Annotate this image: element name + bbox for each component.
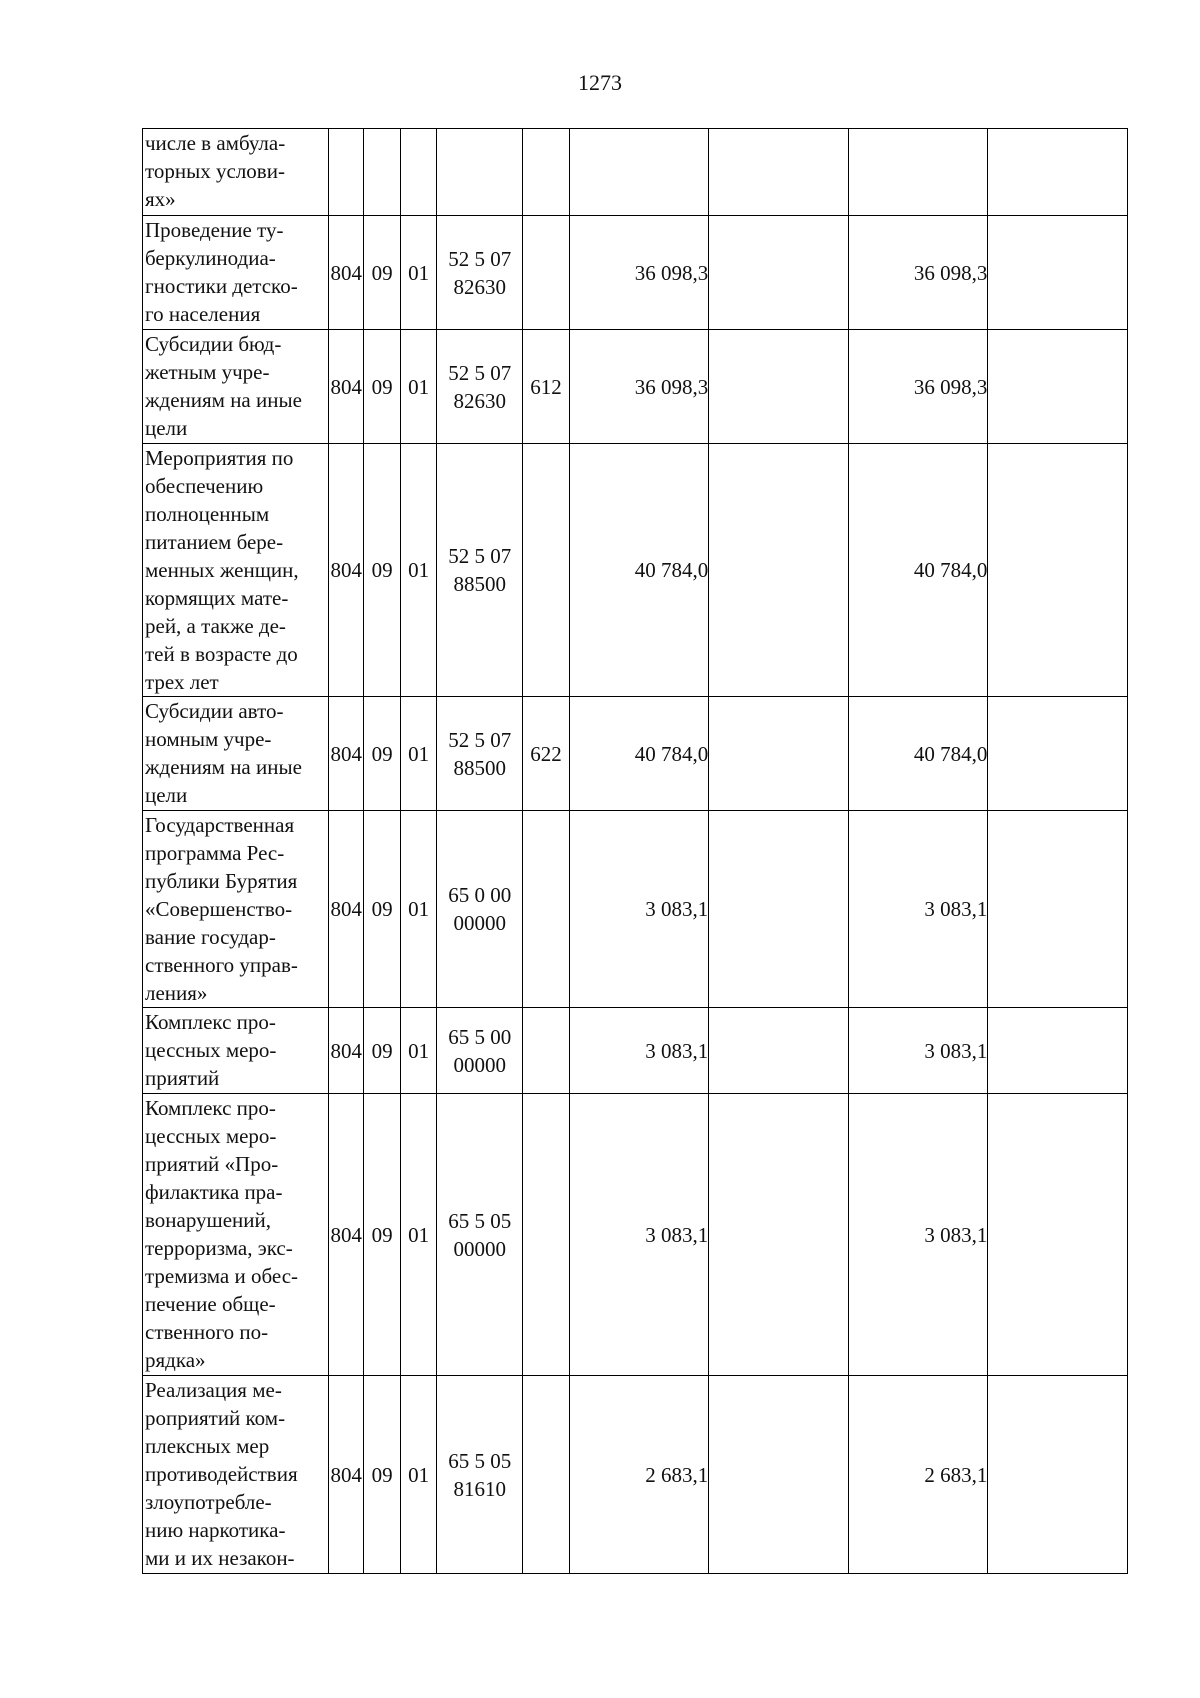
grbs-code: 804 <box>329 1008 364 1094</box>
target-article-code: 65 5 05 81610 <box>437 1376 523 1574</box>
amount-total: 40 784,0 <box>569 444 709 697</box>
amount-total: 36 098,3 <box>569 216 709 330</box>
amount-col4 <box>988 216 1128 330</box>
item-name: Субсидии бюд- жетным учре- ждениям на иные цели <box>143 330 329 444</box>
subsection-code: 01 <box>400 811 436 1008</box>
table-row <box>143 330 1128 444</box>
section-code <box>364 129 400 216</box>
section-code: 09 <box>364 330 400 444</box>
grbs-code: 804 <box>329 444 364 697</box>
section-code: 09 <box>364 216 400 330</box>
subsection-code: 01 <box>400 697 436 811</box>
amount-col4 <box>988 129 1128 216</box>
item-name: Государственная программа Рес- публики Бурятия «Совершенство- вание государ- ственного управ- ления» <box>143 811 329 1008</box>
amount-total: 3 083,1 <box>569 1008 709 1094</box>
target-article-code: 65 0 00 00000 <box>437 811 523 1008</box>
amount-col4 <box>988 1008 1128 1094</box>
amount-total: 3 083,1 <box>569 811 709 1008</box>
subsection-code: 01 <box>400 1376 436 1574</box>
amount-col2 <box>709 697 849 811</box>
amount-col3: 3 083,1 <box>848 1094 988 1376</box>
expense-type-code <box>523 444 570 697</box>
table-row <box>143 1376 1128 1574</box>
amount-col2 <box>709 216 849 330</box>
item-name: Комплекс про- цессных меро- приятий «Про- филактика пра- вонарушений, терроризма, экс- тремизма и обес- печение обще- ственного по- рядка» <box>143 1094 329 1376</box>
item-name: Проведение ту- беркулинодиа- гностики детско- го населения <box>143 216 329 330</box>
amount-col3: 2 683,1 <box>848 1376 988 1574</box>
grbs-code: 804 <box>329 330 364 444</box>
amount-col3: 40 784,0 <box>848 444 988 697</box>
amount-col4 <box>988 811 1128 1008</box>
amount-col3: 3 083,1 <box>848 1008 988 1094</box>
amount-col3: 3 083,1 <box>848 811 988 1008</box>
amount-total: 2 683,1 <box>569 1376 709 1574</box>
amount-col4 <box>988 444 1128 697</box>
target-article-code: 65 5 05 00000 <box>437 1094 523 1376</box>
target-article-code <box>437 129 523 216</box>
table-row <box>143 811 1128 1008</box>
amount-col3 <box>848 129 988 216</box>
amount-col2 <box>709 330 849 444</box>
section-code: 09 <box>364 1094 400 1376</box>
subsection-code: 01 <box>400 1094 436 1376</box>
table-row <box>143 1008 1128 1094</box>
budget-table <box>142 128 1128 1574</box>
amount-col4 <box>988 330 1128 444</box>
amount-col4 <box>988 1094 1128 1376</box>
amount-col2 <box>709 1008 849 1094</box>
section-code: 09 <box>364 811 400 1008</box>
target-article-code: 52 5 07 88500 <box>437 444 523 697</box>
section-code: 09 <box>364 1008 400 1094</box>
table-row <box>143 444 1128 697</box>
item-name: числе в амбула- торных услови- ях» <box>143 129 329 216</box>
item-name: Комплекс про- цессных меро- приятий <box>143 1008 329 1094</box>
expense-type-code: 612 <box>523 330 570 444</box>
expense-type-code <box>523 1094 570 1376</box>
expense-type-code <box>523 1008 570 1094</box>
expense-type-code <box>523 216 570 330</box>
amount-col2 <box>709 444 849 697</box>
expense-type-code: 622 <box>523 697 570 811</box>
item-name: Мероприятия по обеспечению полноценным питанием бере- менных женщин, кормящих мате- рей, а также де- тей в возрасте до трех лет <box>143 444 329 697</box>
amount-total <box>569 129 709 216</box>
amount-col4 <box>988 697 1128 811</box>
page-number: 1273 <box>578 70 622 95</box>
grbs-code <box>329 129 364 216</box>
amount-total: 36 098,3 <box>569 330 709 444</box>
table-row <box>143 216 1128 330</box>
target-article-code: 52 5 07 82630 <box>437 216 523 330</box>
grbs-code: 804 <box>329 1094 364 1376</box>
section-code: 09 <box>364 1376 400 1574</box>
grbs-code: 804 <box>329 697 364 811</box>
grbs-code: 804 <box>329 811 364 1008</box>
amount-total: 40 784,0 <box>569 697 709 811</box>
amount-total: 3 083,1 <box>569 1094 709 1376</box>
amount-col2 <box>709 811 849 1008</box>
amount-col4 <box>988 1376 1128 1574</box>
grbs-code: 804 <box>329 1376 364 1574</box>
section-code: 09 <box>364 697 400 811</box>
target-article-code: 65 5 00 00000 <box>437 1008 523 1094</box>
expense-type-code <box>523 129 570 216</box>
amount-col2 <box>709 1376 849 1574</box>
amount-col2 <box>709 1094 849 1376</box>
amount-col2 <box>709 129 849 216</box>
expense-type-code <box>523 811 570 1008</box>
table-row <box>143 697 1128 811</box>
item-name: Субсидии авто- номным учре- ждениям на иные цели <box>143 697 329 811</box>
amount-col3: 36 098,3 <box>848 330 988 444</box>
target-article-code: 52 5 07 82630 <box>437 330 523 444</box>
section-code: 09 <box>364 444 400 697</box>
table-row <box>143 1094 1128 1376</box>
grbs-code: 804 <box>329 216 364 330</box>
amount-col3: 36 098,3 <box>848 216 988 330</box>
subsection-code: 01 <box>400 330 436 444</box>
subsection-code: 01 <box>400 216 436 330</box>
table-body <box>143 129 1128 1574</box>
amount-col3: 40 784,0 <box>848 697 988 811</box>
table-row <box>143 129 1128 216</box>
expense-type-code <box>523 1376 570 1574</box>
item-name: Реализация ме- роприятий ком- плексных мер противодействия злоупотребле- нию наркотика- ми и их незакон- <box>143 1376 329 1574</box>
subsection-code: 01 <box>400 444 436 697</box>
target-article-code: 52 5 07 88500 <box>437 697 523 811</box>
subsection-code: 01 <box>400 1008 436 1094</box>
subsection-code <box>400 129 436 216</box>
